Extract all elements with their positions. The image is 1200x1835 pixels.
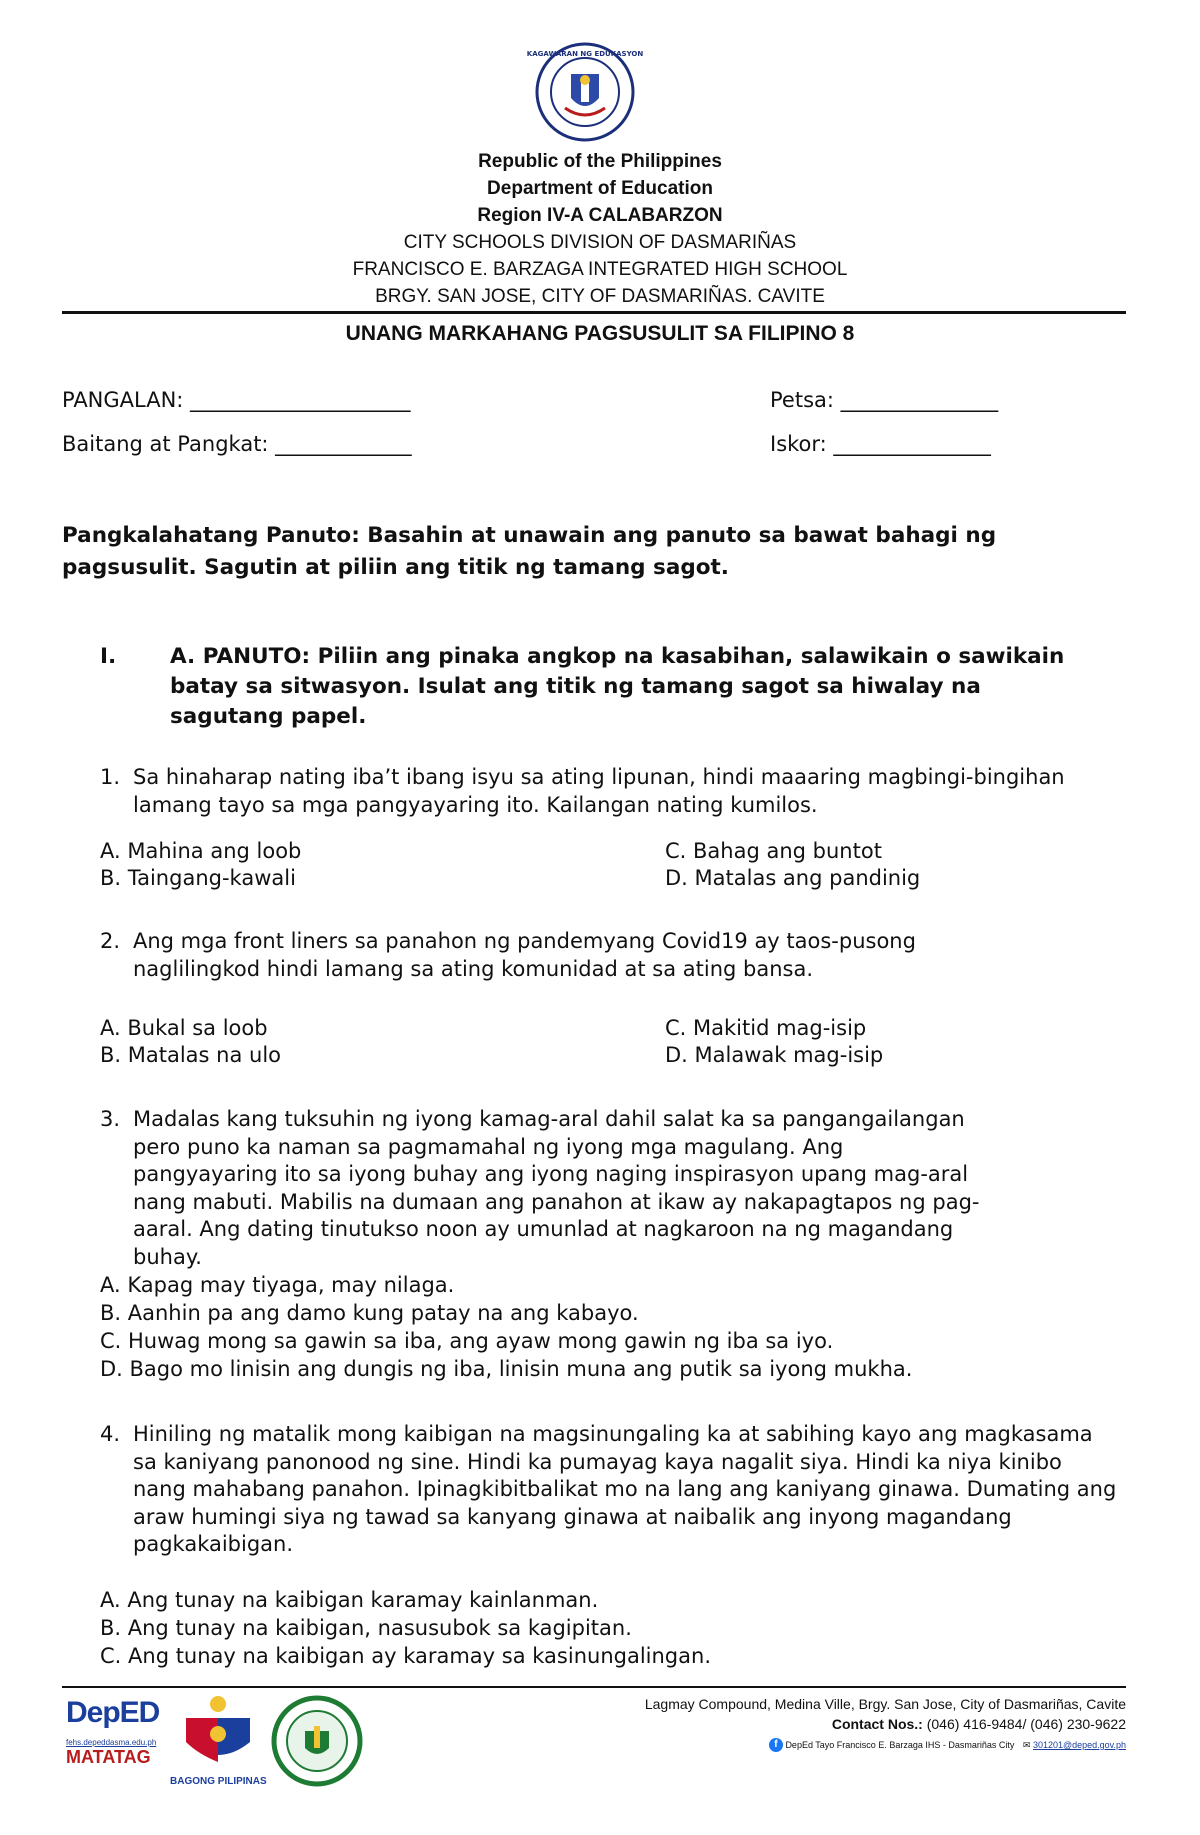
contact-numbers: (046) 416-9484/ (046) 230-9622	[926, 1716, 1126, 1732]
header-address: BRGY. SAN JOSE, CITY OF DASMARIÑAS. CAVITE	[375, 286, 825, 307]
question-stem: Ang mga front liners sa panahon ng pandemyang Covid19 ay taos-pusong naglilingkod hindi lamang sa ating komunidad at sa ating bansa.	[133, 929, 916, 981]
score-field: Iskor: _______________	[770, 432, 991, 456]
question-4	[100, 1421, 1120, 1559]
q1-option-b: B. Taingang-kawali	[100, 866, 296, 890]
question-number: 4.	[100, 1422, 121, 1446]
deped-wordmark: DepED	[66, 1696, 160, 1729]
header-block	[0, 148, 1200, 310]
q3-option-b: B. Aanhin pa ang damo kung patay na ang kabayo.	[100, 1301, 639, 1325]
header-department: Department of Education	[487, 178, 713, 199]
footer-address: Lagmay Compound, Medina Ville, Brgy. San Jose, City of Dasmariñas, Cavite	[644, 1696, 1126, 1712]
school-seal-logo	[272, 1696, 362, 1786]
question-1	[100, 764, 1110, 819]
grade-section-field: Baitang at Pangkat: _____________	[62, 432, 412, 456]
question-number: 1.	[100, 765, 121, 789]
deped-website: fehs.depeddasma.edu.ph	[66, 1738, 157, 1747]
part-instructions	[100, 642, 1080, 732]
question-number: 3.	[100, 1107, 121, 1131]
deped-seal-logo	[526, 42, 644, 142]
footer-links	[769, 1738, 1126, 1752]
bagong-pilipinas-logo	[178, 1690, 258, 1780]
name-field: PANGALAN: _____________________	[62, 388, 411, 412]
question-number: 2.	[100, 929, 121, 953]
matatag-wordmark: MATATAG	[66, 1747, 151, 1767]
email-link[interactable]: 301201@deped.gov.ph	[1032, 1740, 1126, 1750]
header-region: Region IV-A CALABARZON	[477, 205, 723, 226]
part-instruction-text: A. PANUTO: Piliin ang pinaka angkop na kasabihan, salawikain o sawikain batay sa sitwasyon. Isulat ang titik ng tamang sagot sa hiwalay na sagutang papel.	[170, 644, 1065, 729]
question-3	[100, 1106, 980, 1271]
header-divider	[62, 311, 1126, 314]
header-school: FRANCISCO E. BARZAGA INTEGRATED HIGH SCHOOL	[352, 259, 848, 280]
header-republic: Republic of the Philippines	[478, 151, 722, 172]
date-field: Petsa: _______________	[770, 388, 999, 412]
facebook-page[interactable]: DepEd Tayo Francisco E. Barzaga IHS - Dasmariñas City	[785, 1740, 1015, 1750]
bagong-pilipinas-text: BAGONG PILIPINAS	[170, 1776, 267, 1787]
question-2	[100, 928, 930, 983]
q2-option-d: D. Malawak mag-isip	[665, 1043, 884, 1067]
header-division: CITY SCHOOLS DIVISION OF DASMARIÑAS	[403, 232, 797, 253]
q4-option-a: A. Ang tunay na kaibigan karamay kainlanman.	[100, 1588, 599, 1612]
q3-option-a: A. Kapag may tiyaga, may nilaga.	[100, 1273, 455, 1297]
svg-text:KAGAWARAN NG EDUKASYON: KAGAWARAN NG EDUKASYON	[526, 50, 644, 58]
q2-option-c: C. Makitid mag-isip	[665, 1016, 867, 1040]
email-icon: ✉	[1022, 1739, 1031, 1750]
q3-option-c: C. Huwag mong sa gawin sa iba, ang ayaw mong gawin ng iba sa iyo.	[100, 1329, 834, 1353]
question-stem: Hiniling ng matalik mong kaibigan na magsinungaling ka at sabihing kayo ang magkasama sa kaniyang panonood ng sine. Hindi ka pumayag kaya nagalit siya. Hindi ka niya kinibo nang mahabang panahon. Ipinagkibitbalikat mo na lang ang kaniyang ginawa. Dumating ang araw humingi siya ng tawad sa kanyang ginawa at naibalik ang inyong magandang pagkakaibigan.	[133, 1422, 1117, 1556]
q4-option-b: B. Ang tunay na kaibigan, nasusubok sa kagipitan.	[100, 1616, 632, 1640]
deped-matatag-logo	[66, 1696, 166, 1784]
q1-option-c: C. Bahag ang buntot	[665, 839, 882, 863]
exam-title: UNANG MARKAHANG PAGSUSULIT SA FILIPINO 8	[345, 322, 855, 345]
q2-option-a: A. Bukal sa loob	[100, 1016, 268, 1040]
facebook-icon[interactable]: f	[769, 1738, 783, 1752]
footer-divider	[62, 1686, 1126, 1688]
question-stem: Madalas kang tuksuhin ng iyong kamag-aral dahil salat ka sa pangangailangan pero puno ka naman sa pagmamahal ng iyong mga magulang. Ang pangyayaring ito sa iyong buhay ang iyong naging inspirasyon upang mag-aral nang mabuti. Mabilis na dumaan ang panahon at ikaw ay nakapagtapos ng pag-aaral. Ang dating tinutukso noon ay umunlad at nagkaroon na ng magandang buhay.	[133, 1107, 980, 1269]
contact-label: Contact Nos.:	[831, 1716, 923, 1732]
footer-contact	[832, 1716, 1126, 1732]
question-stem: Sa hinaharap nating iba’t ibang isyu sa ating lipunan, hindi maaaring magbingi-bingihan lamang tayo sa mga pangyayaring ito. Kailangan nating kumilos.	[133, 765, 1065, 817]
q1-option-d: D. Matalas ang pandinig	[665, 866, 921, 890]
part-roman-numeral: I.	[100, 644, 117, 669]
q3-option-d: D. Bago mo linisin ang dungis ng iba, linisin muna ang putik sa iyong mukha.	[100, 1357, 913, 1381]
q1-option-a: A. Mahina ang loob	[100, 839, 302, 863]
q2-option-b: B. Matalas na ulo	[100, 1043, 282, 1067]
general-instructions: Pangkalahatang Panuto: Basahin at unawain ang panuto sa bawat bahagi ng pagsusulit. Sagutin at piliin ang titik ng tamang sagot.	[62, 523, 997, 580]
q4-option-c: C. Ang tunay na kaibigan ay karamay sa kasinungalingan.	[100, 1644, 711, 1668]
